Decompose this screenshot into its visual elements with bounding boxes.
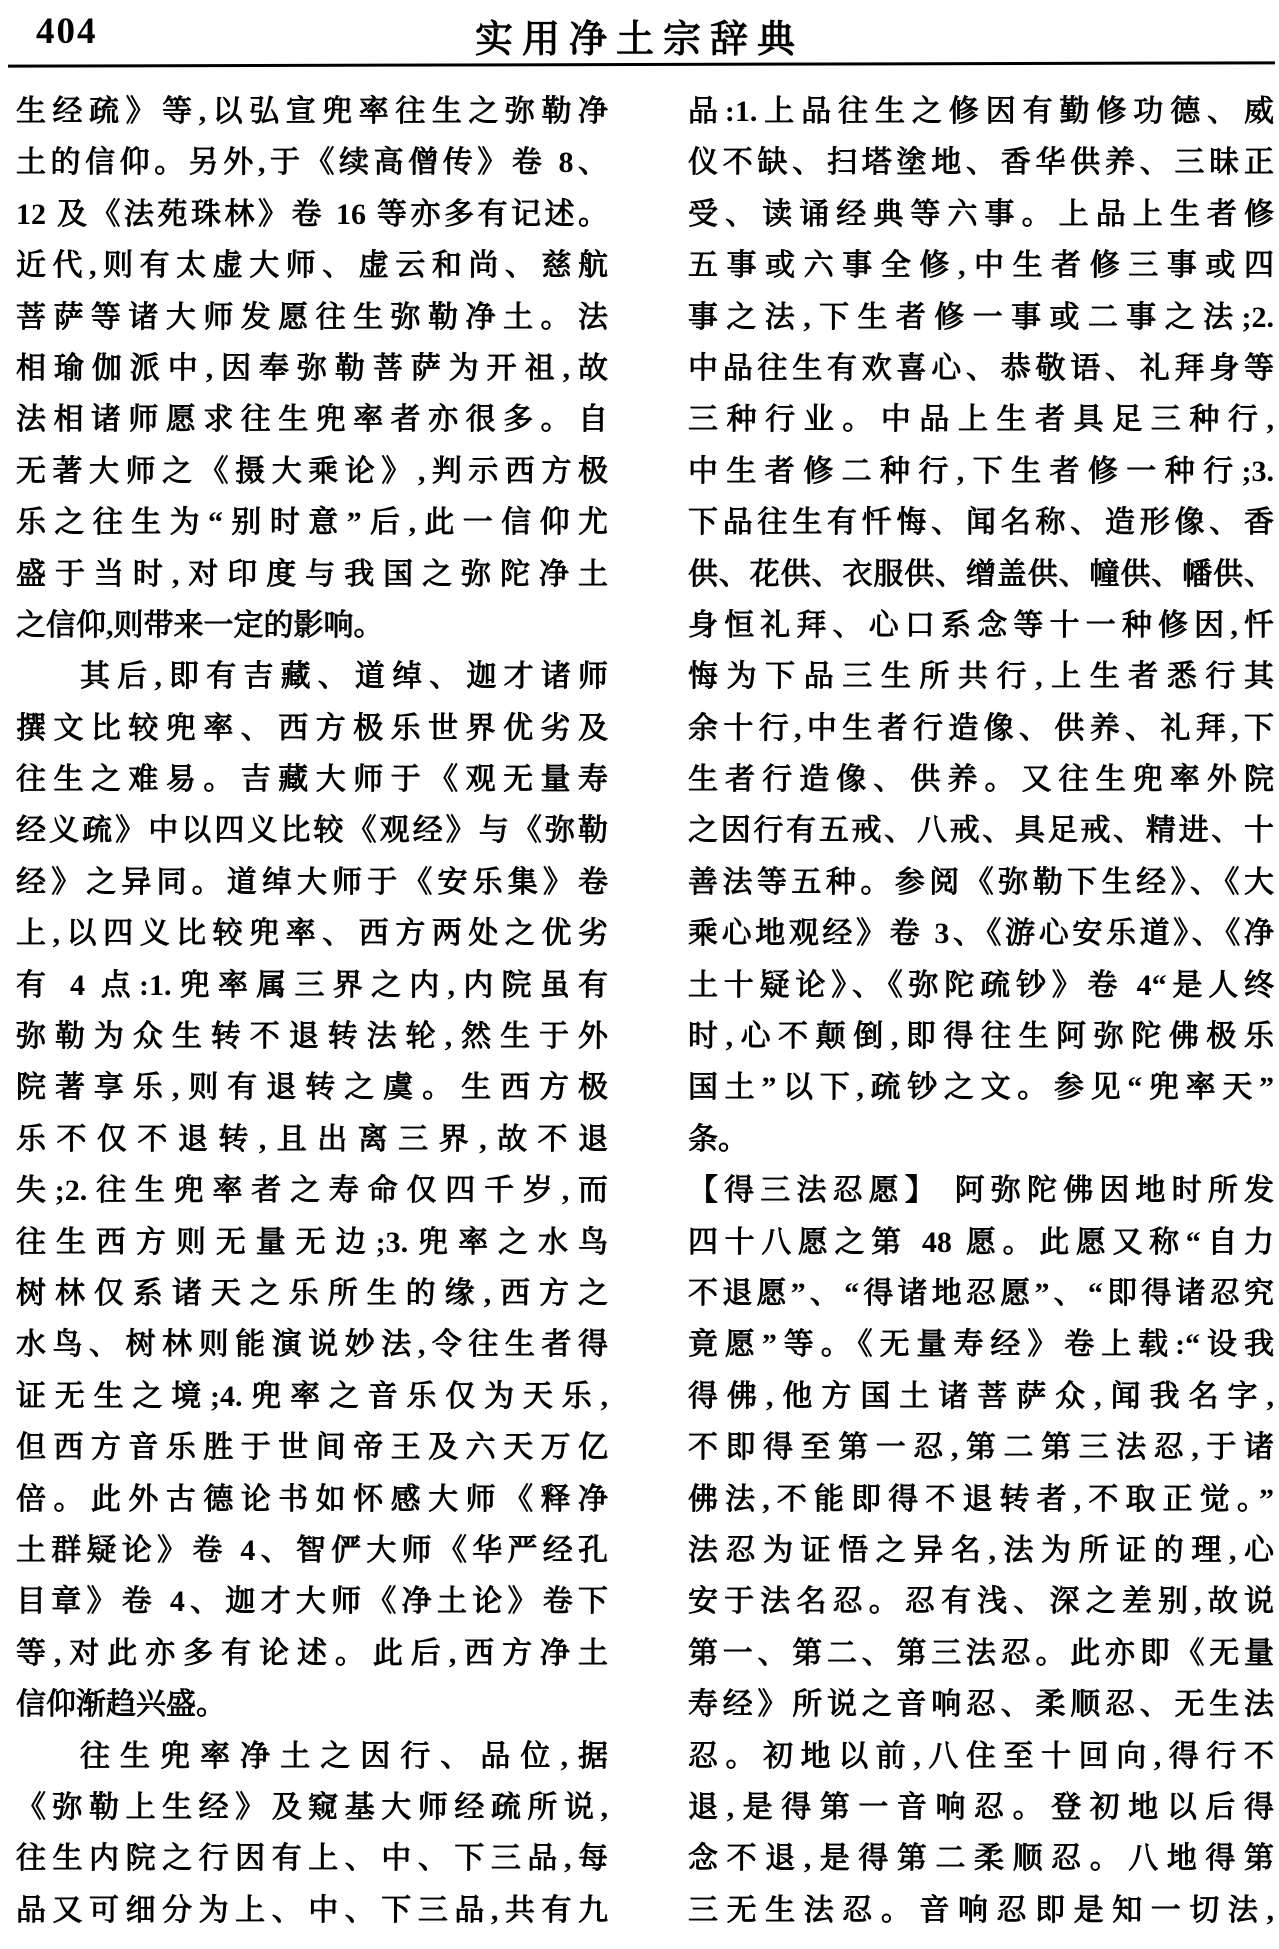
text-line: 弥勒为众生转不退转法轮,然生于外	[16, 1020, 608, 1054]
text-line: 中生者修二种行,下生者修一种行;3.	[688, 454, 1274, 488]
text-line: 近代,则有太虚大师、虚云和尚、慈航	[16, 249, 608, 283]
text-line: 【得三法忍愿】 阿弥陀佛因地时所发	[688, 1174, 1274, 1208]
text-line: 不即得至第一忍,第二第三法忍,于诸	[688, 1431, 1274, 1465]
text-line: 国土”以下,疏钞之文。参见“兜率天”	[688, 1071, 1274, 1105]
text-line: 水鸟、树林则能演说妙法,令往生者得	[16, 1328, 608, 1362]
text-line: 余十行,中生者行造像、供养、礼拜,下	[688, 711, 1274, 745]
text-line: 信仰渐趋兴盛。	[16, 1688, 226, 1722]
text-line: 之因行有五戒、八戒、具足戒、精进、十	[688, 814, 1274, 848]
text-line: 菩萨等诸大师发愿往生弥勒净土。法	[16, 300, 608, 334]
text-line: 退,是得第一音响忍。登初地以后得	[688, 1790, 1274, 1824]
text-line: 中品往生有欢喜心、恭敬语、礼拜身等	[688, 351, 1274, 385]
text-line: 倍。此外古德论书如怀感大师《释净	[16, 1482, 608, 1516]
text-line: 不退愿”、“得诸地忍愿”、“即得诸忍究	[688, 1276, 1274, 1310]
text-line: 往生兜率净土之因行、品位,据	[80, 1739, 608, 1773]
text-line: 《弥勒上生经》及窥基大师经疏所说,	[16, 1790, 608, 1824]
text-line: 乐之往生为“别时意”后,此一信仰尤	[16, 506, 608, 540]
text-line: 品:1.上品往生之修因有勤修功德、威	[688, 95, 1274, 128]
right-column	[688, 86, 1274, 1936]
text-line: 盛于当时,对印度与我国之弥陀净土	[16, 557, 608, 591]
text-line: 事之法,下生者修一事或二事之法;2.	[688, 300, 1274, 334]
text-line: 乐不仅不退转,且出离三界,故不退	[16, 1122, 608, 1156]
page-title: 实用净土宗辞典	[474, 19, 804, 61]
text-line: 四十八愿之第 48 愿。此愿又称“自力	[688, 1225, 1274, 1259]
text-line: 失;2.往生兜率者之寿命仅四千岁,而	[16, 1174, 608, 1208]
text-line: 其后,即有吉藏、道绰、迦才诸师	[80, 660, 608, 694]
text-line: 念不退,是得第二柔顺忍。八地得第	[688, 1842, 1274, 1876]
text-line: 第一、第二、第三法忍。此亦即《无量	[688, 1636, 1274, 1670]
text-line: 生者行造像、供养。又往生兜率外院	[688, 763, 1274, 797]
text-line: 供、花供、衣服供、缯盖供、幢供、幡供、	[688, 557, 1274, 591]
text-line: 法相诸师愿求往生兜率者亦很多。自	[16, 403, 608, 437]
text-line: 法忍为证悟之异名,法为所证的理,心	[688, 1533, 1274, 1567]
text-line: 相瑜伽派中,因奉弥勒菩萨为开祖,故	[16, 351, 608, 385]
text-line: 三无生法忍。音响忍即是知一切法,	[688, 1893, 1274, 1927]
text-line: 条。	[688, 1122, 748, 1156]
text-line: 竟愿”等。《无量寿经》卷上载:“设我	[688, 1328, 1274, 1362]
text-line: 安于法名忍。忍有浅、深之差别,故说	[688, 1585, 1274, 1619]
text-line: 上,以四义比较兜率、西方两处之优劣	[16, 917, 608, 951]
text-line: 佛法,不能即得不退转者,不取正觉。”	[688, 1482, 1274, 1516]
text-line: 忍。初地以前,八住至十回向,得行不	[688, 1739, 1274, 1773]
text-line: 乘心地观经》卷 3、《游心安乐道》、《净	[688, 917, 1274, 951]
text-line: 下品往生有忏悔、闻名称、造形像、香	[688, 506, 1274, 540]
left-column	[16, 86, 608, 1936]
text-columns	[16, 86, 1279, 1949]
text-line: 往生之难易。吉藏大师于《观无量寿	[16, 763, 608, 797]
text-line: 品又可细分为上、中、下三品,共有九	[16, 1893, 608, 1927]
text-line: 院著享乐,则有退转之虞。生西方极	[16, 1071, 608, 1105]
text-line: 土的信仰。另外,于《续高僧传》卷 8、	[16, 146, 608, 180]
text-line: 无著大师之《摄大乘论》,判示西方极	[16, 454, 608, 488]
text-line: 得佛,他方国土诸菩萨众,闻我名字,	[688, 1379, 1274, 1413]
text-line: 受、读诵经典等六事。上品上生者修	[688, 197, 1274, 231]
text-line: 之信仰,则带来一定的影响。	[16, 608, 384, 642]
text-line: 树林仅系诸天之乐所生的缘,西方之	[16, 1276, 608, 1310]
text-line: 12 及《法苑珠林》卷 16 等亦多有记述。	[16, 197, 608, 231]
text-line: 撰文比较兜率、西方极乐世界优劣及	[16, 711, 608, 745]
text-line: 经》之异同。道绰大师于《安乐集》卷	[16, 865, 608, 899]
text-line: 善法等五种。参阅《弥勒下生经》、《大	[688, 865, 1274, 899]
text-line: 经义疏》中以四义比较《观经》与《弥勒	[16, 814, 608, 848]
text-line: 往生内院之行因有上、中、下三品,每	[16, 1842, 608, 1876]
text-line: 有 4 点:1.兜率属三界之内,内院虽有	[16, 968, 608, 1002]
text-line: 三种行业。中品上生者具足三种行,	[688, 403, 1274, 437]
text-line: 证无生之境;4.兜率之音乐仅为天乐,	[16, 1379, 608, 1413]
text-line: 土十疑论》、《弥陀疏钞》卷 4“是人终	[688, 968, 1274, 1002]
page-number: 404	[36, 11, 98, 52]
text-line: 五事或六事全修,中生者修三事或四	[688, 249, 1274, 283]
text-line: 悔为下品三生所共行,上生者悉行其	[688, 660, 1274, 694]
text-line: 时,心不颠倒,即得往生阿弥陀佛极乐	[688, 1020, 1274, 1054]
text-line: 往生西方则无量无边;3.兜率之水鸟	[16, 1225, 608, 1259]
text-line: 身恒礼拜、心口系念等十一种修因,忏	[688, 608, 1274, 642]
text-line: 等,对此亦多有论述。此后,西方净土	[16, 1636, 608, 1670]
text-line: 寿经》所说之音响忍、柔顺忍、无生法	[688, 1688, 1274, 1722]
text-line: 仪不缺、扫塔塗地、香华供养、三昧正	[688, 146, 1274, 180]
text-line: 目章》卷 4、迦才大师《净土论》卷下	[16, 1585, 608, 1619]
text-line: 但西方音乐胜于世间帝王及六天万亿	[16, 1431, 608, 1465]
text-line: 土群疑论》卷 4、智俨大师《华严经孔	[16, 1533, 608, 1567]
text-line: 生经疏》等,以弘宣兜率往生之弥勒净	[16, 95, 608, 128]
